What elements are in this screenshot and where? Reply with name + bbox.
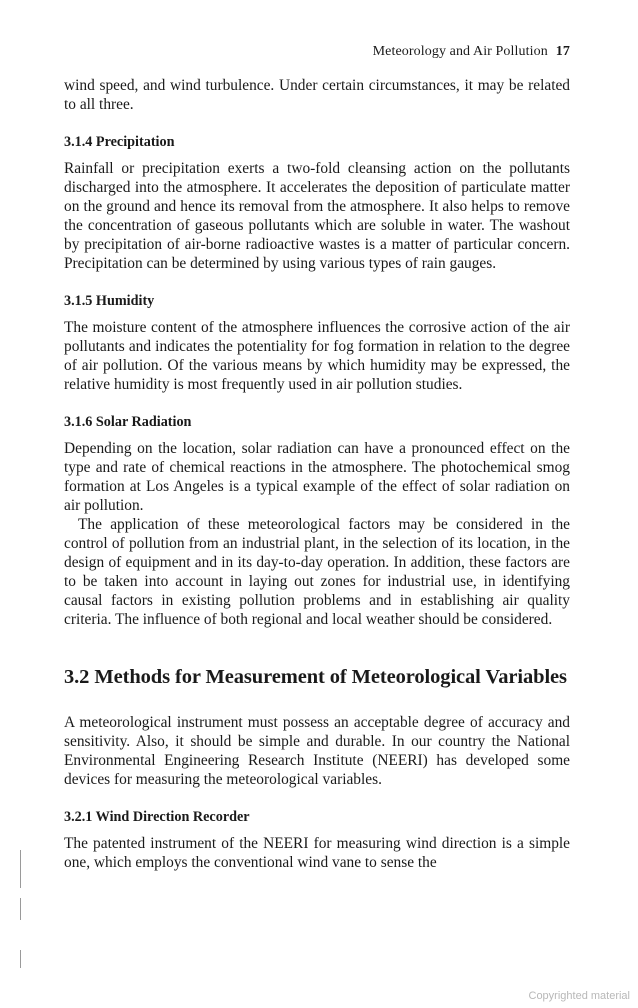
watermark: Copyrighted material [528, 990, 630, 1002]
section-heading-solar-radiation: 3.1.6 Solar Radiation [64, 414, 192, 430]
paragraph-solar-radiation: Depending on the location, solar radiation can have a pronounced effect on the type and rate of chemical reactions in the atmosphere. The photochemical smog formation at Los Angeles is a typical example of the effect of solar radiation on air pollution. [64, 440, 570, 514]
paragraph-wind-direction: The patented instrument of the NEERI for measuring wind direction is a simple one, which employs the conventional wind vane to sense the [64, 835, 570, 871]
paragraph-meteorological-factors: The application of these meteorological factors may be considered in the control of pollution from an industrial plant, in the selection of its location, in the design of equipment and in its day-to-day operation. In addition, these factors are to be taken into account in laying out zones for industrial use, in identifying causal factors in existing pollution problems and in establishing air quality criteria. The influence of both regional and local weather should be considered. [64, 516, 570, 628]
major-section-heading: 3.2 Methods for Measurement of Meteorological Variables [64, 666, 567, 688]
section-heading-precipitation: 3.1.4 Precipitation [64, 134, 175, 150]
paragraph-humidity: The moisture content of the atmosphere influences the corrosive action of the air pollutants and indicates the potentiality for fog formation in relation to the degree of air pollution. Of the various means by which humidity may be expressed, the relative humidity is most frequently used in air pollution studies. [64, 319, 570, 393]
page-number: 17 [555, 44, 570, 59]
paragraph-precipitation: Rainfall or precipitation exerts a two-fold cleansing action on the pollutants discharged into the atmosphere. It accelerates the deposition of particulate matter on the ground and hence its removal from the atmosphere. It also helps to remove the concentration of gaseous pollutants which are soluble in water. The washout by precipitation of air-borne radioactive wastes is a matter of particular concern. Precipitation can be determined by using various types of rain gauges. [64, 160, 570, 272]
subsection-heading-wind-direction: 3.2.1 Wind Direction Recorder [64, 809, 250, 825]
running-title: Meteorology and Air Pollution [372, 44, 548, 59]
running-head [373, 44, 570, 60]
margin-rule [20, 850, 21, 888]
page-body [64, 76, 570, 872]
margin-rule [20, 898, 21, 920]
section-heading-humidity: 3.1.5 Humidity [64, 293, 155, 309]
paragraph-instruments: A meteorological instrument must possess an acceptable degree of accuracy and sensitivity. Also, it should be simple and durable. In our country the National Environmental Engineering Research Institute (NEERI) has developed some devices for measuring the meteorological variables. [64, 714, 570, 788]
intro-paragraph: wind speed, and wind turbulence. Under certain circumstances, it may be related to all three. [64, 77, 570, 113]
margin-rule [20, 950, 21, 968]
